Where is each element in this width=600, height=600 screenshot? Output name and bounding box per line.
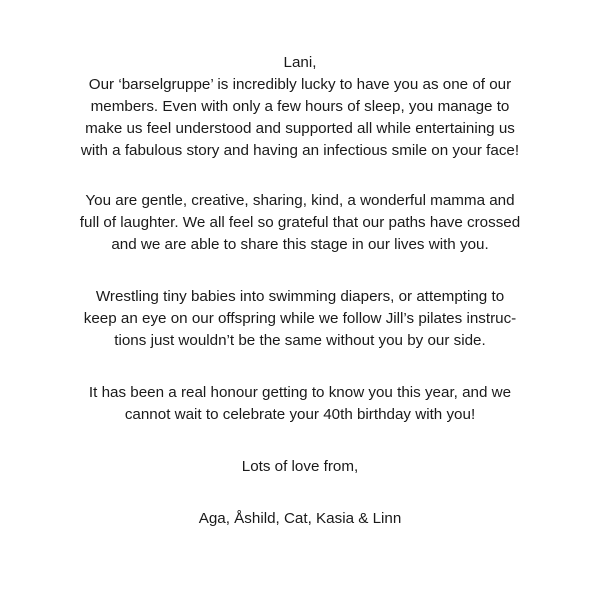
paragraph-line: It has been a real honour getting to know you this year, and we xyxy=(88,384,512,401)
paragraph-line: tions just wouldn’t be the same without you by our side. xyxy=(114,332,486,349)
paragraph-line: and we are able to share this stage in our lives with you. xyxy=(111,236,489,253)
signatures: Aga, Åshild, Cat, Kasia & Linn xyxy=(198,510,402,527)
paragraph-line: You are gentle, creative, sharing, kind, a wonderful mamma and xyxy=(85,192,515,209)
closing: Lots of love from, xyxy=(241,458,359,475)
paragraph-line: with a fabulous story and having an infectious smile on your face! xyxy=(80,142,520,159)
salutation: Lani, xyxy=(283,54,317,71)
paragraph-line: make us feel understood and supported all while entertaining us xyxy=(85,120,515,137)
paragraph-line: full of laughter. We all feel so grateful that our paths have crossed xyxy=(79,214,521,231)
paragraph-line: Our ‘barselgruppe’ is incredibly lucky to have you as one of our xyxy=(88,76,512,93)
paragraph-line: keep an eye on our offspring while we follow Jill’s pilates instruc- xyxy=(83,310,517,327)
paragraph-line: members. Even with only a few hours of sleep, you manage to xyxy=(90,98,510,115)
paragraph-line: cannot wait to celebrate your 40th birthday with you! xyxy=(124,406,476,423)
paragraph-line: Wrestling tiny babies into swimming diapers, or attempting to xyxy=(95,288,505,305)
